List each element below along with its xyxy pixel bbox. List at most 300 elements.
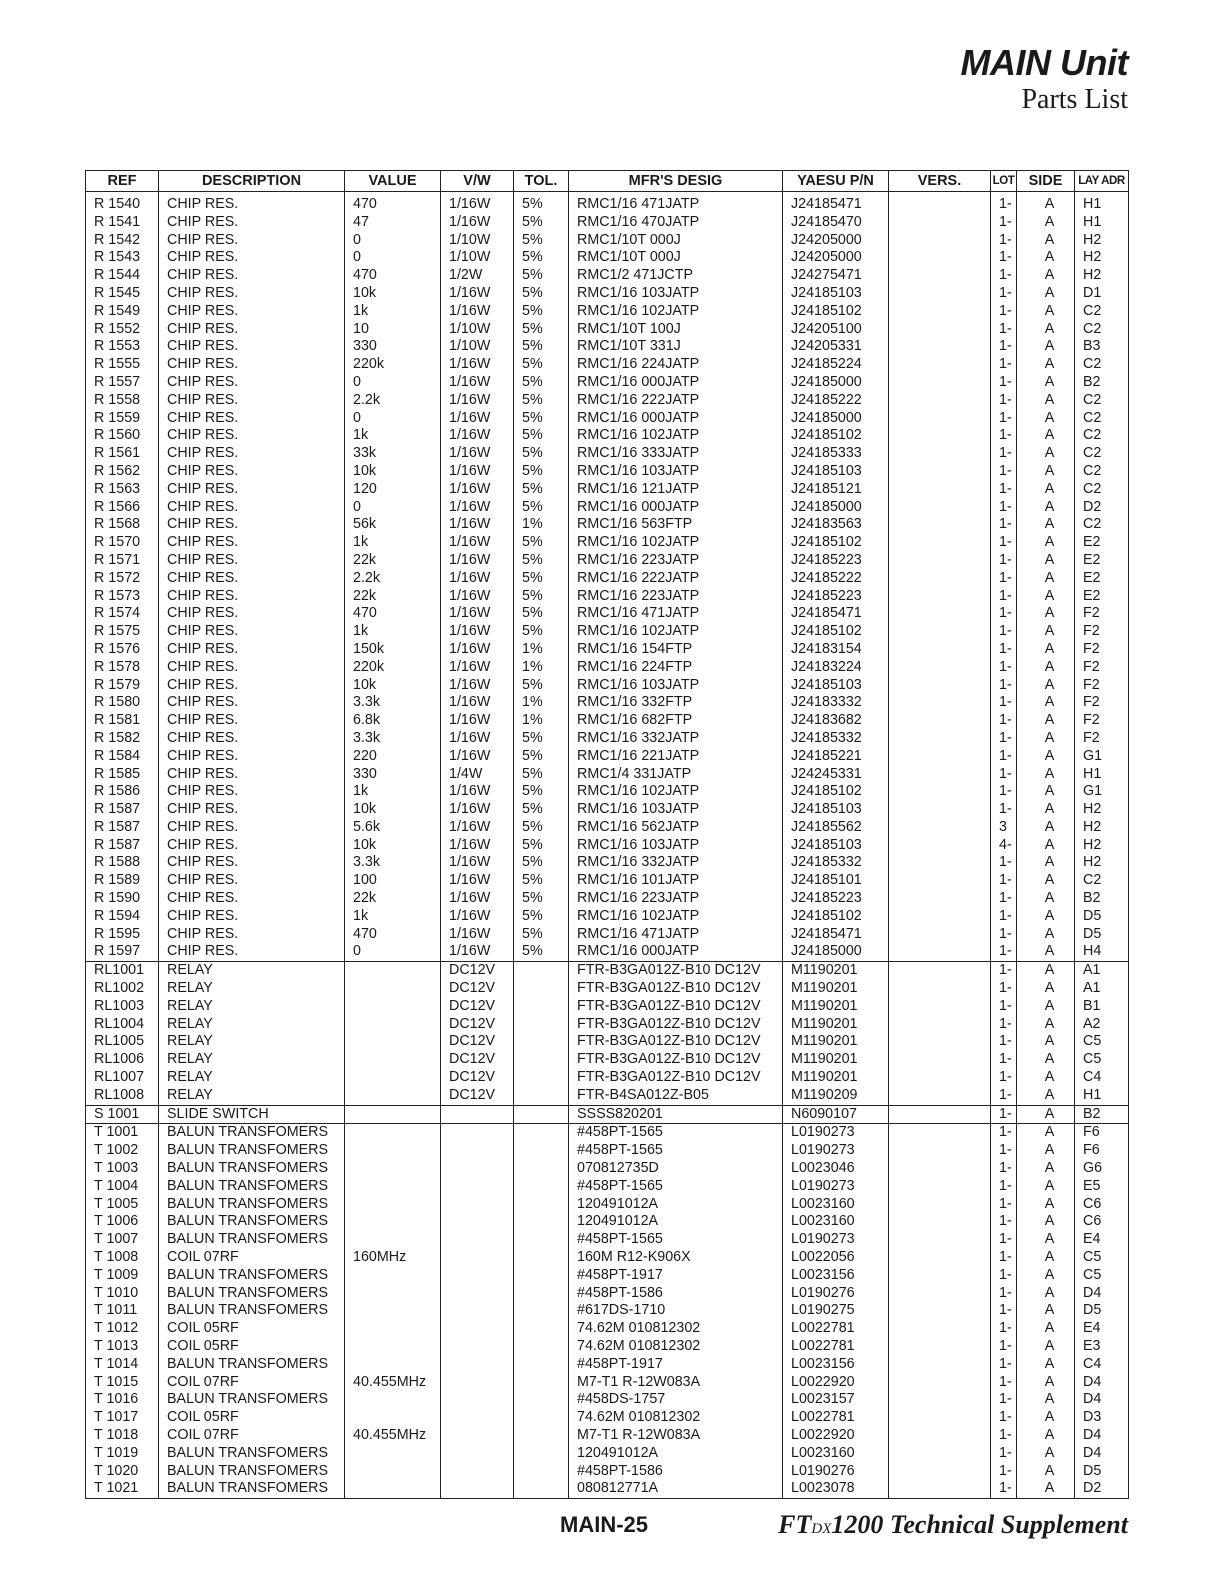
cell-mfr: 74.62M 010812302: [569, 1409, 783, 1427]
cell-vw: [441, 1374, 514, 1392]
cell-side: A: [1017, 249, 1075, 267]
table-row: [86, 1356, 1129, 1374]
cell-vw: 1/16W: [441, 605, 514, 623]
cell-val: 120: [345, 481, 441, 499]
cell-pn: J24185103: [783, 463, 889, 481]
cell-pn: L0022920: [783, 1374, 889, 1392]
cell-ref: R 1540: [86, 192, 159, 214]
cell-pn: J24183224: [783, 659, 889, 677]
cell-lay: A1: [1075, 980, 1129, 998]
cell-val: 220k: [345, 659, 441, 677]
cell-lay: H4: [1075, 943, 1129, 961]
cell-desc: BALUN TRANSFOMERS: [159, 1213, 345, 1231]
cell-val: [345, 1409, 441, 1427]
table-row: [86, 1463, 1129, 1481]
cell-side: A: [1017, 1142, 1075, 1160]
cell-vers: [889, 1285, 991, 1303]
cell-side: A: [1017, 1087, 1075, 1105]
footer-model-prefix: FT: [778, 1510, 812, 1539]
cell-pn: L0023046: [783, 1160, 889, 1178]
table-row: [86, 285, 1129, 303]
cell-lay: D4: [1075, 1445, 1129, 1463]
cell-lot: 1-: [991, 1285, 1017, 1303]
cell-vers: [889, 872, 991, 890]
cell-tol: 5%: [514, 374, 569, 392]
cell-lot: 1-: [991, 285, 1017, 303]
cell-lot: 1-: [991, 1374, 1017, 1392]
cell-vw: 1/16W: [441, 783, 514, 801]
cell-mfr: RMC1/16 000JATP: [569, 410, 783, 428]
cell-mfr: #458PT-1565: [569, 1124, 783, 1142]
cell-pn: L0190273: [783, 1124, 889, 1142]
table-header-row: [86, 171, 1129, 192]
cell-vw: 1/4W: [441, 766, 514, 784]
cell-tol: [514, 1374, 569, 1392]
cell-lot: 1-: [991, 356, 1017, 374]
cell-tol: 5%: [514, 801, 569, 819]
cell-side: A: [1017, 1213, 1075, 1231]
cell-val: [345, 1069, 441, 1087]
cell-desc: CHIP RES.: [159, 730, 345, 748]
cell-ref: R 1587: [86, 819, 159, 837]
cell-side: A: [1017, 605, 1075, 623]
cell-tol: [514, 1033, 569, 1051]
cell-lay: E2: [1075, 588, 1129, 606]
cell-side: A: [1017, 356, 1075, 374]
cell-side: A: [1017, 214, 1075, 232]
cell-val: 470: [345, 926, 441, 944]
cell-desc: CHIP RES.: [159, 872, 345, 890]
cell-lay: C5: [1075, 1249, 1129, 1267]
cell-pn: J24185224: [783, 356, 889, 374]
cell-tol: 5%: [514, 534, 569, 552]
cell-ref: T 1014: [86, 1356, 159, 1374]
cell-tol: 5%: [514, 677, 569, 695]
cell-desc: BALUN TRANSFOMERS: [159, 1480, 345, 1498]
cell-pn: M1190201: [783, 1051, 889, 1069]
cell-vw: 1/16W: [441, 516, 514, 534]
cell-val: 470: [345, 192, 441, 214]
cell-pn: J24185102: [783, 303, 889, 321]
table-row: [86, 943, 1129, 961]
table-row: [86, 1480, 1129, 1498]
cell-tol: 5%: [514, 766, 569, 784]
cell-lot: 1-: [991, 1016, 1017, 1034]
cell-side: A: [1017, 926, 1075, 944]
cell-vw: 1/16W: [441, 943, 514, 961]
cell-val: 5.6k: [345, 819, 441, 837]
cell-ref: R 1573: [86, 588, 159, 606]
cell-side: A: [1017, 1338, 1075, 1356]
cell-vers: [889, 427, 991, 445]
cell-vers: [889, 588, 991, 606]
cell-ref: R 1563: [86, 481, 159, 499]
cell-tol: [514, 1427, 569, 1445]
cell-vw: 1/16W: [441, 712, 514, 730]
cell-mfr: 070812735D: [569, 1160, 783, 1178]
cell-tol: 5%: [514, 783, 569, 801]
cell-tol: 5%: [514, 410, 569, 428]
cell-ref: T 1006: [86, 1213, 159, 1231]
cell-lot: 1-: [991, 232, 1017, 250]
page-subtitle: Parts List: [1021, 84, 1128, 115]
cell-vers: [889, 1142, 991, 1160]
cell-vw: [441, 1302, 514, 1320]
cell-mfr: 74.62M 010812302: [569, 1320, 783, 1338]
cell-lot: 1-: [991, 677, 1017, 695]
cell-lay: F6: [1075, 1124, 1129, 1142]
cell-side: A: [1017, 1267, 1075, 1285]
cell-lay: H2: [1075, 819, 1129, 837]
cell-vers: [889, 1391, 991, 1409]
cell-pn: M1190201: [783, 1033, 889, 1051]
cell-vw: 1/16W: [441, 410, 514, 428]
cell-mfr: FTR-B3GA012Z-B10 DC12V: [569, 1051, 783, 1069]
cell-side: A: [1017, 285, 1075, 303]
cell-desc: COIL 07RF: [159, 1249, 345, 1267]
cell-side: A: [1017, 1445, 1075, 1463]
cell-ref: R 1558: [86, 392, 159, 410]
cell-desc: CHIP RES.: [159, 516, 345, 534]
cell-lay: C2: [1075, 872, 1129, 890]
cell-ref: R 1562: [86, 463, 159, 481]
table-row: [86, 872, 1129, 890]
cell-side: A: [1017, 1160, 1075, 1178]
cell-side: A: [1017, 890, 1075, 908]
cell-side: A: [1017, 1033, 1075, 1051]
cell-lot: 1-: [991, 588, 1017, 606]
cell-vers: [889, 1249, 991, 1267]
table-row: [86, 463, 1129, 481]
cell-val: [345, 1105, 441, 1124]
footer-model-rest: 1200 Technical Supplement: [831, 1510, 1128, 1539]
cell-vers: [889, 980, 991, 998]
cell-mfr: RMC1/16 102JATP: [569, 534, 783, 552]
cell-vw: DC12V: [441, 962, 514, 980]
col-header-ref: REF: [86, 171, 159, 192]
cell-lay: C2: [1075, 463, 1129, 481]
cell-vers: [889, 1338, 991, 1356]
cell-desc: CHIP RES.: [159, 854, 345, 872]
cell-mfr: #458PT-1586: [569, 1285, 783, 1303]
cell-ref: R 1561: [86, 445, 159, 463]
cell-desc: BALUN TRANSFOMERS: [159, 1231, 345, 1249]
cell-lot: 1-: [991, 623, 1017, 641]
cell-lay: H1: [1075, 766, 1129, 784]
cell-pn: L0190273: [783, 1231, 889, 1249]
cell-tol: [514, 1160, 569, 1178]
cell-vers: [889, 192, 991, 214]
cell-mfr: RMC1/16 682FTP: [569, 712, 783, 730]
cell-desc: CHIP RES.: [159, 890, 345, 908]
cell-val: 0: [345, 410, 441, 428]
cell-ref: RL1002: [86, 980, 159, 998]
parts-table: [85, 170, 1129, 1499]
cell-lay: B2: [1075, 890, 1129, 908]
cell-vw: [441, 1480, 514, 1498]
cell-lot: 1-: [991, 1391, 1017, 1409]
cell-lay: F2: [1075, 659, 1129, 677]
cell-vw: 1/16W: [441, 623, 514, 641]
cell-mfr: FTR-B3GA012Z-B10 DC12V: [569, 980, 783, 998]
cell-ref: T 1019: [86, 1445, 159, 1463]
cell-desc: CHIP RES.: [159, 605, 345, 623]
cell-lay: D5: [1075, 908, 1129, 926]
cell-side: A: [1017, 1249, 1075, 1267]
cell-lot: 1-: [991, 1249, 1017, 1267]
cell-vers: [889, 499, 991, 517]
cell-lay: D3: [1075, 1409, 1129, 1427]
cell-mfr: FTR-B3GA012Z-B10 DC12V: [569, 1016, 783, 1034]
table-row: [86, 730, 1129, 748]
cell-mfr: 080812771A: [569, 1480, 783, 1498]
cell-mfr: RMC1/16 102JATP: [569, 427, 783, 445]
cell-lay: E3: [1075, 1338, 1129, 1356]
cell-val: [345, 1320, 441, 1338]
cell-lot: 1-: [991, 730, 1017, 748]
cell-lot: 1-: [991, 1445, 1017, 1463]
cell-val: 1k: [345, 908, 441, 926]
cell-side: A: [1017, 623, 1075, 641]
cell-ref: R 1543: [86, 249, 159, 267]
cell-pn: M1190201: [783, 1016, 889, 1034]
cell-vw: [441, 1463, 514, 1481]
cell-tol: [514, 1267, 569, 1285]
cell-mfr: RMC1/16 154FTP: [569, 641, 783, 659]
cell-ref: R 1585: [86, 766, 159, 784]
cell-lot: 1-: [991, 1356, 1017, 1374]
table-row: [86, 1016, 1129, 1034]
cell-lay: F2: [1075, 605, 1129, 623]
cell-pn: J24185222: [783, 570, 889, 588]
cell-desc: CHIP RES.: [159, 249, 345, 267]
cell-pn: J24185102: [783, 623, 889, 641]
cell-vers: [889, 356, 991, 374]
cell-tol: 5%: [514, 570, 569, 588]
parts-table-body: [86, 192, 1129, 1499]
cell-side: A: [1017, 392, 1075, 410]
cell-vw: [441, 1445, 514, 1463]
cell-pn: J24185103: [783, 677, 889, 695]
cell-vw: 1/10W: [441, 321, 514, 339]
cell-desc: CHIP RES.: [159, 321, 345, 339]
table-row: [86, 392, 1129, 410]
cell-desc: CHIP RES.: [159, 552, 345, 570]
cell-tol: 5%: [514, 338, 569, 356]
cell-mfr: RMC1/16 103JATP: [569, 837, 783, 855]
cell-tol: [514, 1105, 569, 1124]
cell-vers: [889, 1445, 991, 1463]
cell-tol: 5%: [514, 463, 569, 481]
table-row: [86, 712, 1129, 730]
cell-vw: 1/10W: [441, 249, 514, 267]
cell-tol: 5%: [514, 588, 569, 606]
cell-desc: CHIP RES.: [159, 677, 345, 695]
cell-vers: [889, 410, 991, 428]
cell-desc: CHIP RES.: [159, 214, 345, 232]
cell-mfr: RMC1/16 223JATP: [569, 588, 783, 606]
cell-lay: H2: [1075, 232, 1129, 250]
cell-lay: B2: [1075, 1105, 1129, 1124]
table-row: [86, 694, 1129, 712]
cell-ref: T 1002: [86, 1142, 159, 1160]
table-row: [86, 588, 1129, 606]
cell-mfr: RMC1/10T 000J: [569, 249, 783, 267]
cell-tol: 1%: [514, 694, 569, 712]
cell-lay: C5: [1075, 1033, 1129, 1051]
cell-side: A: [1017, 854, 1075, 872]
cell-desc: CHIP RES.: [159, 374, 345, 392]
cell-val: [345, 1480, 441, 1498]
footer-title: [778, 1510, 1128, 1540]
cell-val: [345, 1124, 441, 1142]
cell-vw: 1/16W: [441, 730, 514, 748]
cell-vw: 1/16W: [441, 588, 514, 606]
cell-val: 2.2k: [345, 392, 441, 410]
cell-tol: 5%: [514, 605, 569, 623]
cell-vers: [889, 783, 991, 801]
table-row: [86, 214, 1129, 232]
cell-side: A: [1017, 1409, 1075, 1427]
cell-val: [345, 1356, 441, 1374]
table-row: [86, 980, 1129, 998]
cell-ref: R 1588: [86, 854, 159, 872]
cell-ref: R 1586: [86, 783, 159, 801]
cell-side: A: [1017, 1463, 1075, 1481]
cell-mfr: RMC1/16 471JATP: [569, 192, 783, 214]
cell-lay: F2: [1075, 694, 1129, 712]
cell-lot: 1-: [991, 570, 1017, 588]
cell-lot: 1-: [991, 659, 1017, 677]
cell-ref: T 1012: [86, 1320, 159, 1338]
cell-side: A: [1017, 694, 1075, 712]
cell-tol: [514, 998, 569, 1016]
cell-vw: 1/16W: [441, 677, 514, 695]
cell-mfr: RMC1/16 222JATP: [569, 392, 783, 410]
cell-mfr: RMC1/16 470JATP: [569, 214, 783, 232]
table-row: [86, 623, 1129, 641]
cell-mfr: FTR-B3GA012Z-B10 DC12V: [569, 962, 783, 980]
table-row: [86, 783, 1129, 801]
cell-desc: CHIP RES.: [159, 641, 345, 659]
cell-lay: A1: [1075, 962, 1129, 980]
cell-desc: CHIP RES.: [159, 819, 345, 837]
table-row: [86, 499, 1129, 517]
cell-ref: R 1584: [86, 748, 159, 766]
cell-lot: 3: [991, 819, 1017, 837]
cell-vw: 1/16W: [441, 534, 514, 552]
table-row: [86, 605, 1129, 623]
cell-mfr: RMC1/10T 331J: [569, 338, 783, 356]
cell-val: 1k: [345, 534, 441, 552]
cell-tol: [514, 1249, 569, 1267]
cell-vw: 1/16W: [441, 481, 514, 499]
cell-side: A: [1017, 552, 1075, 570]
cell-desc: BALUN TRANSFOMERS: [159, 1391, 345, 1409]
cell-vers: [889, 890, 991, 908]
cell-vers: [889, 1105, 991, 1124]
cell-pn: J24185000: [783, 410, 889, 428]
cell-pn: J24183682: [783, 712, 889, 730]
cell-pn: J24183154: [783, 641, 889, 659]
cell-lot: 1-: [991, 1302, 1017, 1320]
cell-mfr: RMC1/10T 000J: [569, 232, 783, 250]
cell-ref: R 1557: [86, 374, 159, 392]
cell-vers: [889, 801, 991, 819]
cell-desc: CHIP RES.: [159, 192, 345, 214]
cell-lay: F6: [1075, 1142, 1129, 1160]
cell-vers: [889, 837, 991, 855]
cell-lot: 1-: [991, 641, 1017, 659]
cell-mfr: RMC1/16 121JATP: [569, 481, 783, 499]
cell-lay: H2: [1075, 837, 1129, 855]
cell-vers: [889, 1463, 991, 1481]
cell-ref: T 1018: [86, 1427, 159, 1445]
cell-ref: R 1589: [86, 872, 159, 890]
table-row: [86, 534, 1129, 552]
cell-lay: E2: [1075, 570, 1129, 588]
cell-vw: [441, 1356, 514, 1374]
cell-side: A: [1017, 819, 1075, 837]
cell-side: A: [1017, 1302, 1075, 1320]
cell-ref: T 1020: [86, 1463, 159, 1481]
cell-val: 22k: [345, 588, 441, 606]
cell-side: A: [1017, 1427, 1075, 1445]
cell-mfr: RMC1/16 223JATP: [569, 890, 783, 908]
cell-ref: RL1001: [86, 962, 159, 980]
cell-pn: L0023157: [783, 1391, 889, 1409]
cell-ref: R 1597: [86, 943, 159, 961]
cell-tol: 5%: [514, 249, 569, 267]
cell-vers: [889, 694, 991, 712]
col-header-lot: LOT: [991, 171, 1017, 192]
cell-lay: H2: [1075, 249, 1129, 267]
cell-val: [345, 1463, 441, 1481]
cell-lay: E4: [1075, 1231, 1129, 1249]
cell-val: 330: [345, 766, 441, 784]
cell-vers: [889, 1356, 991, 1374]
cell-vers: [889, 854, 991, 872]
cell-ref: R 1578: [86, 659, 159, 677]
cell-lot: 1-: [991, 534, 1017, 552]
cell-vers: [889, 303, 991, 321]
cell-ref: R 1553: [86, 338, 159, 356]
cell-lot: 1-: [991, 1480, 1017, 1498]
cell-lot: 1-: [991, 872, 1017, 890]
cell-val: 0: [345, 943, 441, 961]
cell-side: A: [1017, 659, 1075, 677]
cell-val: [345, 1033, 441, 1051]
cell-vers: [889, 1033, 991, 1051]
cell-vers: [889, 730, 991, 748]
cell-pn: J24185103: [783, 837, 889, 855]
cell-ref: R 1571: [86, 552, 159, 570]
cell-mfr: 120491012A: [569, 1196, 783, 1214]
cell-ref: R 1541: [86, 214, 159, 232]
cell-desc: RELAY: [159, 1033, 345, 1051]
cell-lay: D4: [1075, 1391, 1129, 1409]
cell-pn: J24185333: [783, 445, 889, 463]
cell-side: A: [1017, 1374, 1075, 1392]
cell-vers: [889, 338, 991, 356]
cell-lay: F2: [1075, 623, 1129, 641]
cell-lot: 1-: [991, 338, 1017, 356]
cell-tol: 5%: [514, 321, 569, 339]
cell-desc: RELAY: [159, 980, 345, 998]
cell-desc: CHIP RES.: [159, 499, 345, 517]
cell-side: A: [1017, 1231, 1075, 1249]
cell-lot: 1-: [991, 374, 1017, 392]
